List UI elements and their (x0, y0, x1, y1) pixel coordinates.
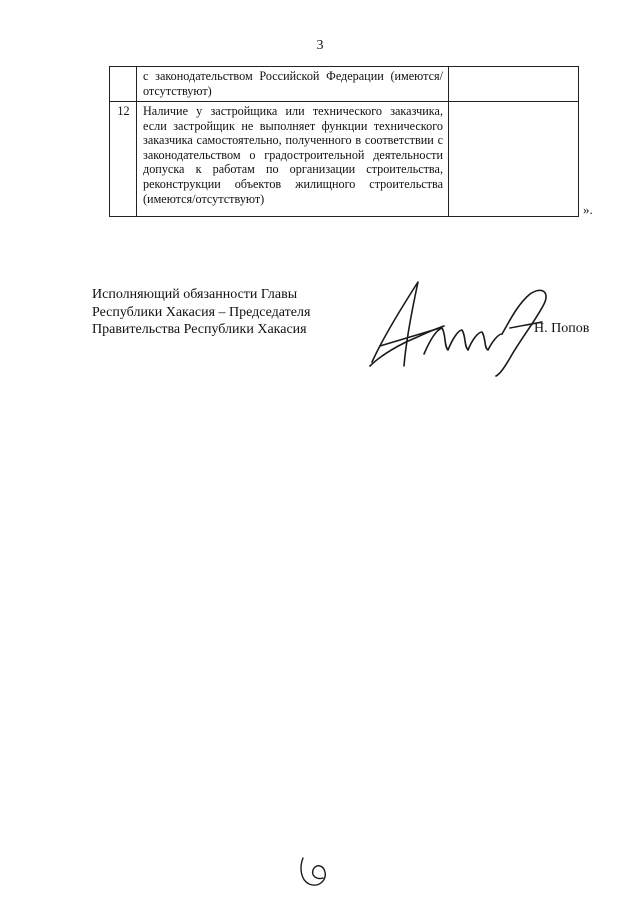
signer-title-line: Правительства Республики Хакасия (92, 322, 307, 337)
table-row (110, 67, 579, 102)
signer-title (92, 286, 310, 339)
signer-title-line: Исполняющий обязанности Главы (92, 287, 298, 302)
page-number: 3 (316, 38, 324, 53)
row-value (449, 67, 579, 102)
row-value (449, 102, 579, 217)
signer-name: Н. Попов (534, 321, 590, 336)
signer-title-line: Республики Хакасия – Председателя (92, 304, 311, 320)
requirements-table (109, 66, 579, 217)
row-number (110, 67, 137, 102)
handwritten-signature (360, 270, 560, 380)
closing-quote: ». (583, 202, 593, 217)
table-row (110, 102, 579, 217)
row-text: Наличие у застройщика или технического заказчика, если застройщик не выполняет функции технического заказчика самостоятельно, полученного в соответствии с законодательством о градостроительной деятельности допуска к работам по организации строительства, реконструкции объектов жилищного строительства (имеются/отсутствуют) (137, 102, 449, 217)
handwritten-mark (295, 850, 335, 890)
row-number: 12 (110, 102, 137, 217)
row-text: с законодательством Российской Федерации (имеются/отсутствуют) (137, 67, 449, 102)
